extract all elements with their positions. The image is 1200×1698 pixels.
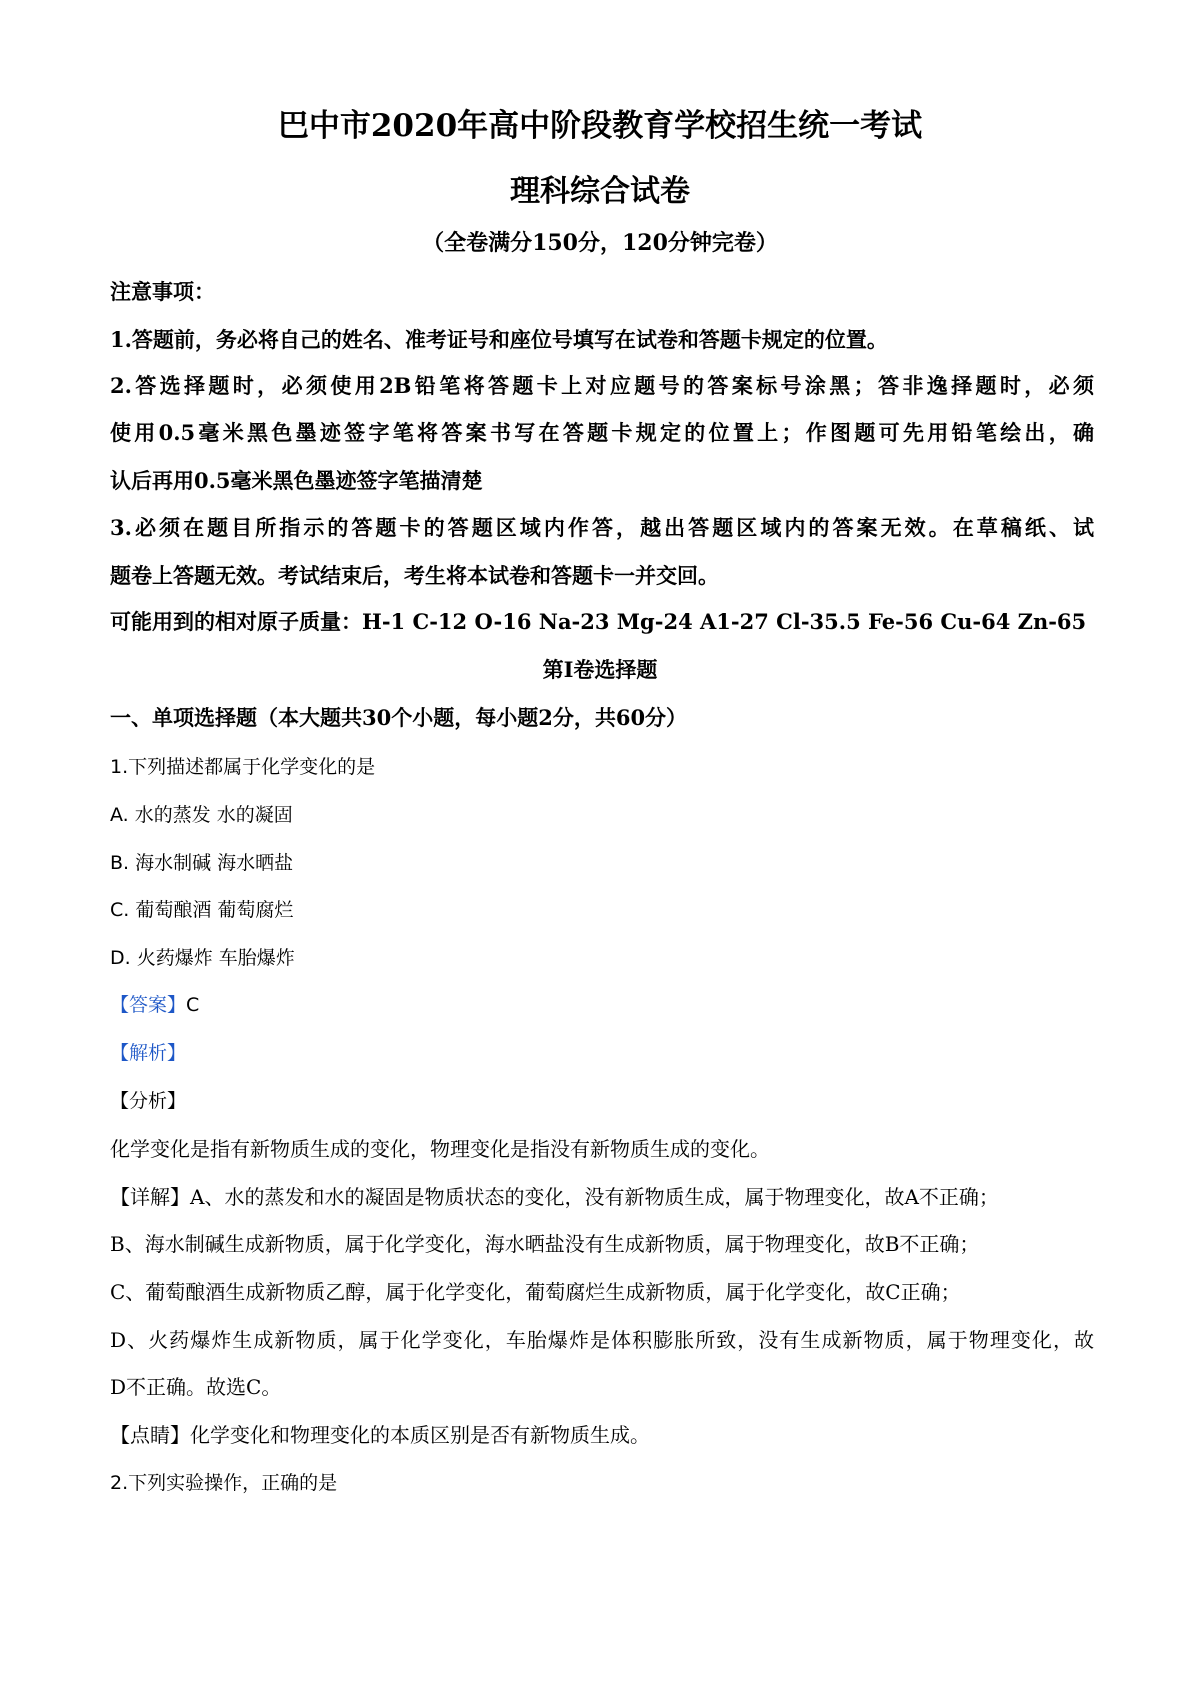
q1-option-c: C. 葡萄酿酒 葡萄腐烂 [110,899,294,921]
notice-heading: 注意事项： [110,279,215,304]
answer-value: C [186,994,200,1016]
q1-option-a: A. 水的蒸发 水的凝固 [110,804,293,826]
notice-item-3-line-2: 题卷上答题无效。考试结束后，考生将本试卷和答题卡一并交回。 [110,563,719,588]
point-text: 【点睛】化学变化和物理变化的本质区别是否有新物质生成。 [110,1423,650,1447]
notice-item-2-line-3: 认后再用0.5毫米黑色墨迹签字笔描清楚 [110,468,483,493]
notice-item-2-line-1: 2.答选择题时，必须使用2B铅笔将答题卡上对应题号的答案标号涂黑；答非逸择题时，必须 [110,373,1094,398]
section-heading: 一、单项选择题（本大题共30个小题，每小题2分，共60分） [110,705,688,730]
detail-c: C、葡萄酿酒生成新物质乙醇，属于化学变化，葡萄腐烂生成新物质，属于化学变化，故C正确； [110,1280,961,1304]
q1-stem: 1.下列描述都属于化学变化的是 [110,756,376,778]
q1-answer-line [110,990,1094,1017]
notice-item-3-line-1: 3.必须在题目所指示的答题卡的答题区域内作答，越出答题区域内的答案无效。在草稿纸、试 [110,515,1094,540]
notice-item-1: 1.答题前，务必将自己的姓名、准考证号和座位号填写在试卷和答题卡规定的位置。 [110,327,888,352]
part-title: 第Ⅰ卷选择题 [542,657,658,682]
analysis-tag: 【解析】 [110,1042,187,1064]
fenxi-text: 化学变化是指有新物质生成的变化，物理变化是指没有新物质生成的变化。 [110,1137,770,1161]
q1-option-b: B. 海水制碱 海水晒盐 [110,852,294,874]
detail-d-line-2: D不正确。故选C。 [110,1375,282,1399]
answer-tag: 【答案】 [110,994,187,1016]
exam-subtitle: 理科综合试卷 [510,174,690,209]
exam-title: 巴中市2020年高中阶段教育学校招生统一考试 [277,108,923,144]
q2-stem: 2.下列实验操作，正确的是 [110,1472,338,1494]
detail-a: 【详解】A、水的蒸发和水的凝固是物质状态的变化，没有新物质生成，属于物理变化，故A不正确； [110,1185,999,1209]
fenxi-tag: 【分析】 [110,1090,187,1112]
q1-option-d: D. 火药爆炸 车胎爆炸 [110,947,295,969]
notice-item-2-line-2: 使用0.5毫米黑色墨迹签字笔将答案书写在答题卡规定的位置上；作图题可先用铅笔绘出，确 [110,420,1094,445]
detail-d-line-1: D、火药爆炸生成新物质，属于化学变化，车胎爆炸是体积膨胀所致，没有生成新物质，属于物理变化，故 [110,1328,1094,1352]
detail-b: B、海水制碱生成新物质，属于化学变化，海水晒盐没有生成新物质，属于物理变化，故B不正确； [110,1232,980,1256]
exam-score-note: （全卷满分150分，120分钟完卷） [422,230,778,256]
atomic-mass-line: 可能用到的相对原子质量：H-1 C-12 O-16 Na-23 Mg-24 A1-27 Cl-35.5 Fe-56 Cu-64 Zn-65 [110,609,1087,634]
